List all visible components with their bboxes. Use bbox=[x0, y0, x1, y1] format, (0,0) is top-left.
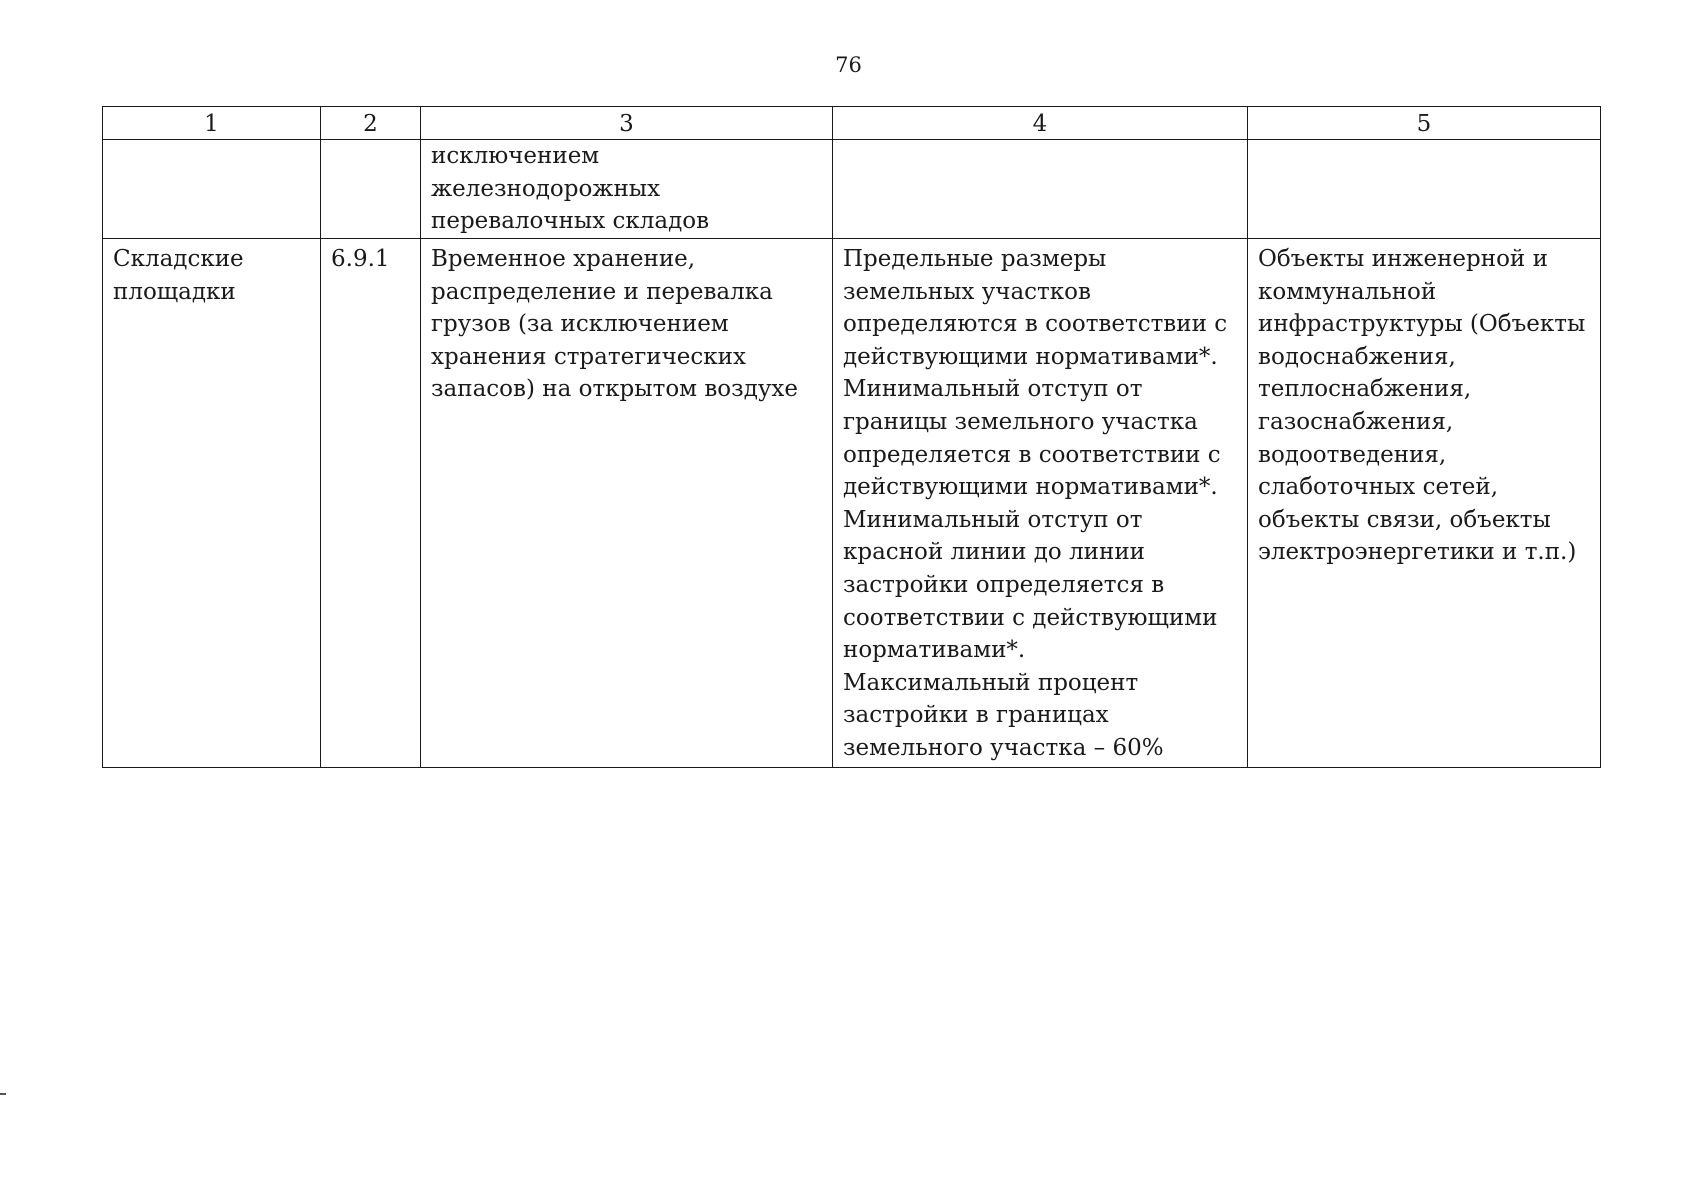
parameters-line: Максимальный процент bbox=[843, 669, 1139, 696]
parameters-line: красной линии до линии bbox=[843, 539, 1145, 566]
auxiliary-uses-line: коммунальной bbox=[1258, 278, 1437, 305]
header-cell-2: 2 bbox=[321, 107, 421, 140]
auxiliary-uses-cell bbox=[1248, 239, 1601, 768]
auxiliary-uses-line: слаботочных сетей, bbox=[1258, 474, 1499, 501]
parameters-line: земельных участков bbox=[843, 278, 1091, 305]
parameters-line: определяется в соответствии с bbox=[843, 441, 1221, 468]
description-cell bbox=[421, 239, 833, 768]
auxiliary-uses-line: инфраструктуры (Объекты bbox=[1258, 311, 1586, 338]
auxiliary-uses-line: Объекты инженерной и bbox=[1258, 246, 1548, 272]
land-use-name-line: площадки bbox=[113, 278, 236, 305]
land-use-code-cell: 6.9.1 bbox=[321, 239, 421, 768]
parameters-line: Предельные размеры bbox=[843, 246, 1107, 272]
margin-mark bbox=[0, 1093, 6, 1095]
page-number: 76 bbox=[835, 53, 862, 77]
table-row bbox=[103, 140, 1601, 239]
land-use-name-cell bbox=[103, 239, 321, 768]
parameters-line: действующими нормативами*. bbox=[843, 343, 1218, 370]
description-line: запасов) на открытом воздухе bbox=[431, 376, 798, 403]
parameters-line: Минимальный отступ от bbox=[843, 506, 1143, 533]
cont-cell-2 bbox=[321, 140, 421, 239]
auxiliary-uses-line: водоснабжения, bbox=[1258, 343, 1456, 370]
land-use-name-line: Складские bbox=[113, 246, 244, 272]
parameters-line: определяются в соответствии с bbox=[843, 311, 1228, 338]
header-cell-1: 1 bbox=[103, 107, 321, 140]
description-line: распределение и перевалка bbox=[431, 278, 773, 305]
header-cell-3: 3 bbox=[421, 107, 833, 140]
parameters-line: действующими нормативами*. bbox=[843, 474, 1218, 501]
auxiliary-uses-line: водоотведения, bbox=[1258, 441, 1447, 468]
cont-cell-3-line: перевалочных складов bbox=[431, 208, 710, 235]
description-line: грузов (за исключением bbox=[431, 311, 729, 338]
parameters-line: границы земельного участка bbox=[843, 408, 1198, 435]
parameters-line: застройки в границах bbox=[843, 702, 1109, 729]
description-line: хранения стратегических bbox=[431, 343, 746, 370]
parameters-line: застройки определяется в bbox=[843, 571, 1165, 598]
cont-cell-3-line: исключением bbox=[431, 143, 600, 169]
table-header-row bbox=[103, 107, 1601, 140]
cont-cell-4 bbox=[833, 140, 1248, 239]
header-cell-5: 5 bbox=[1248, 107, 1601, 140]
parameters-line: земельного участка – 60% bbox=[843, 734, 1164, 761]
parameters-line: соответствии с действующими bbox=[843, 604, 1218, 631]
table-row bbox=[103, 239, 1601, 768]
regulations-table bbox=[102, 106, 1601, 768]
parameters-line: Минимальный отступ от bbox=[843, 376, 1143, 403]
cont-cell-3 bbox=[421, 140, 833, 239]
auxiliary-uses-line: теплоснабжения, bbox=[1258, 376, 1472, 403]
parameters-cell bbox=[833, 239, 1248, 768]
cont-cell-1 bbox=[103, 140, 321, 239]
auxiliary-uses-line: объекты связи, объекты bbox=[1258, 506, 1551, 533]
parameters-line: нормативами*. bbox=[843, 637, 1026, 664]
auxiliary-uses-line: электроэнергетики и т.п.) bbox=[1258, 539, 1577, 566]
cont-cell-3-line: железнодорожных bbox=[431, 175, 661, 202]
header-cell-4: 4 bbox=[833, 107, 1248, 140]
auxiliary-uses-line: газоснабжения, bbox=[1258, 408, 1454, 435]
description-line: Временное хранение, bbox=[431, 246, 696, 272]
cont-cell-5 bbox=[1248, 140, 1601, 239]
